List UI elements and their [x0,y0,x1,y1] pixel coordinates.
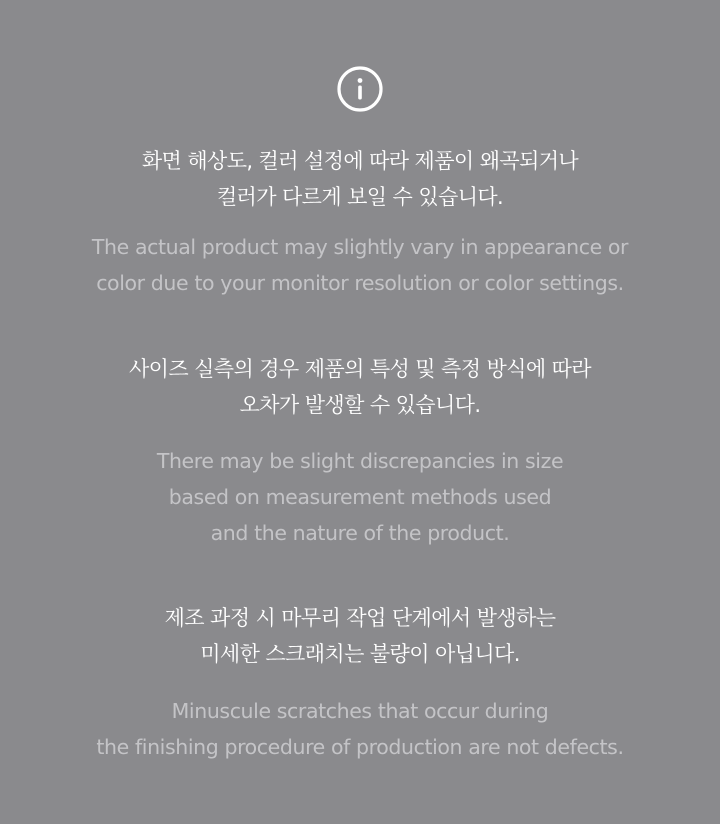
info-icon [336,65,384,113]
notice-3-english-line-1: Minuscule scratches that occur during [171,699,549,723]
notice-1-english-line-2: color due to your monitor resolution or color settings. [96,271,624,295]
notice-2-korean-line-2: 오차가 발생할 수 있습니다. [239,393,481,417]
notice-2-korean-line-1: 사이즈 실측의 경우 제품의 특성 및 측정 방식에 따라 [128,357,591,381]
notice-2-english [0,443,720,551]
notice-3-english-line-2: the finishing procedure of production are not defects. [96,735,624,759]
notice-3-korean-line-1: 제조 과정 시 마무리 작업 단계에서 발생하는 [164,606,556,630]
notice-3-korean [0,600,720,672]
notice-1-english [0,229,720,301]
notice-3-english [0,693,720,765]
notice-1-korean-line-1: 화면 해상도, 컬러 설정에 따라 제품이 왜곡되거나 [141,149,579,173]
notice-2-english-line-2: based on measurement methods used [168,485,552,509]
notice-2-english-line-1: There may be slight discrepancies in size [156,449,564,473]
notice-1-english-line-1: The actual product may slightly vary in appearance or [91,235,629,259]
notice-2-korean [0,351,720,423]
notice-3-korean-line-2: 미세한 스크래치는 불량이 아닙니다. [200,642,520,666]
notice-2-english-line-3: and the nature of the product. [210,521,510,545]
notice-1-korean [0,143,720,215]
notice-1-korean-line-2: 컬러가 다르게 보일 수 있습니다. [216,185,504,209]
